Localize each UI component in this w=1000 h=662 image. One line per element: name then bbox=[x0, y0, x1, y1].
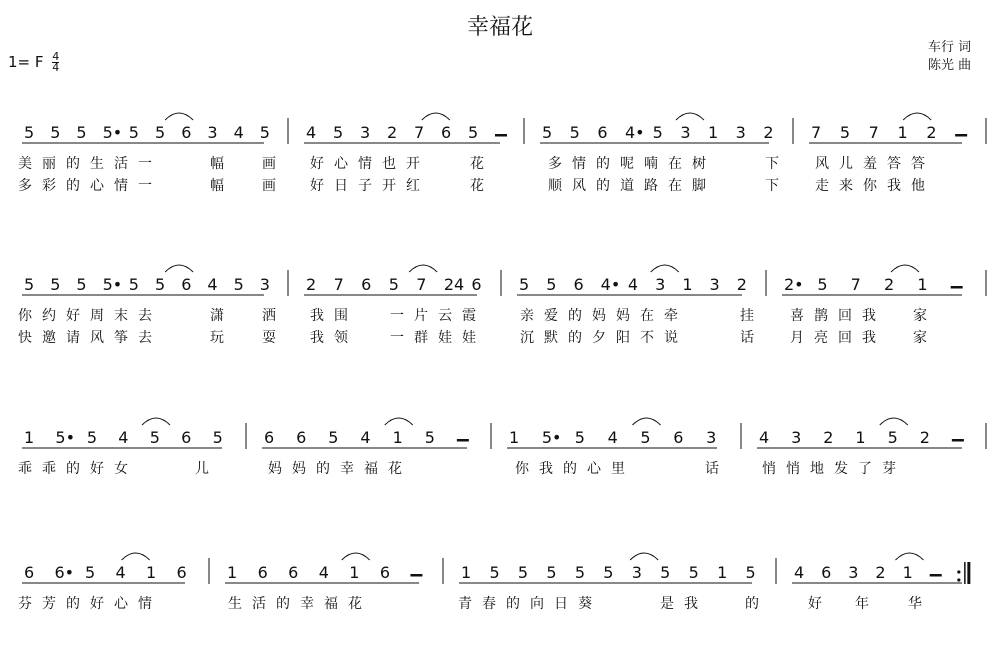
lyric-word: 乖乖的好女 bbox=[18, 461, 138, 477]
lyric-word: 花 bbox=[470, 178, 494, 194]
note: 7 bbox=[416, 275, 427, 294]
note: 5 bbox=[233, 275, 244, 294]
note: 5 bbox=[660, 563, 671, 582]
lyric-word: 潇 bbox=[210, 308, 234, 324]
note: 6 bbox=[441, 123, 452, 142]
note: 5 bbox=[887, 428, 898, 447]
slur-arc bbox=[165, 113, 193, 120]
slur-arc bbox=[122, 553, 150, 560]
note: 3 bbox=[360, 123, 371, 142]
lyric-word: 下 bbox=[765, 178, 789, 194]
note: 3 bbox=[680, 123, 691, 142]
note: 4• bbox=[625, 123, 645, 142]
note: 5 bbox=[24, 123, 35, 142]
note: 5 bbox=[640, 428, 651, 447]
note: 2 bbox=[919, 428, 930, 447]
note: 3 bbox=[709, 275, 720, 294]
note: 6 bbox=[471, 275, 482, 294]
note: 6 bbox=[264, 428, 275, 447]
note: 5 bbox=[817, 275, 828, 294]
note: 2• bbox=[784, 275, 804, 294]
note: 5• bbox=[541, 428, 562, 447]
lyric-word: 青春的向日葵 bbox=[458, 596, 602, 612]
slur-arc bbox=[880, 418, 908, 425]
note: 6 bbox=[361, 275, 372, 294]
lyric-word: 洒 bbox=[262, 308, 286, 324]
slur-arc bbox=[422, 113, 450, 120]
lyric-word: 喜鹊回我 bbox=[790, 308, 886, 324]
composer-credit: 陈光 曲 bbox=[928, 58, 972, 73]
note: 6 bbox=[181, 275, 192, 294]
lyric-word: 画 bbox=[262, 178, 286, 194]
lyricist-credit: 车行 词 bbox=[928, 40, 972, 55]
time-top: 4 bbox=[52, 50, 60, 63]
lyric-word: 玩 bbox=[210, 330, 234, 346]
lyric-word: 芬芳的好心情 bbox=[18, 596, 162, 612]
note: 5 bbox=[149, 428, 160, 447]
note: 5 bbox=[76, 275, 87, 294]
note: 1 bbox=[917, 275, 928, 294]
note: 2 bbox=[884, 275, 895, 294]
note: 6 bbox=[573, 275, 584, 294]
lyric-word: 生活的幸福花 bbox=[228, 596, 372, 612]
lyric-word: 多情的呢喃在树 bbox=[548, 156, 716, 172]
dash-mark bbox=[495, 134, 507, 137]
note: 4 bbox=[115, 563, 126, 582]
note: 5 bbox=[128, 275, 139, 294]
note: 5 bbox=[745, 563, 756, 582]
note: 1 bbox=[461, 563, 472, 582]
note: 7 bbox=[868, 123, 879, 142]
note: 6 bbox=[257, 563, 268, 582]
lyric-word: 你我的心里 bbox=[515, 461, 635, 477]
note: 2 bbox=[875, 563, 886, 582]
note: 5 bbox=[24, 275, 35, 294]
note: 1 bbox=[855, 428, 866, 447]
note: 2 bbox=[736, 275, 747, 294]
lyric-word: 年 bbox=[855, 596, 879, 612]
note: 5 bbox=[542, 123, 553, 142]
note: 4 bbox=[207, 275, 218, 294]
note: 1 bbox=[146, 563, 157, 582]
note: 7 bbox=[850, 275, 861, 294]
note: 5• bbox=[55, 428, 76, 447]
note: 5 bbox=[574, 563, 586, 582]
dash-mark bbox=[955, 134, 967, 137]
note: 3 bbox=[655, 275, 666, 294]
note: 5• bbox=[102, 123, 123, 142]
note: 4 bbox=[360, 428, 371, 447]
note: 1 bbox=[682, 275, 693, 294]
dash-mark bbox=[457, 439, 469, 442]
note: 3 bbox=[848, 563, 859, 582]
note: 5 bbox=[519, 275, 530, 294]
lyric-word: 下 bbox=[765, 156, 789, 172]
lyric-word: 家 bbox=[913, 330, 937, 346]
lyric-word: 儿 bbox=[195, 461, 219, 477]
slur-arc bbox=[651, 265, 679, 272]
lyric-word: 快邀请风筝去 bbox=[18, 330, 162, 346]
dash-mark bbox=[930, 574, 942, 577]
note: 5 bbox=[574, 428, 585, 447]
note: 2 bbox=[387, 123, 398, 142]
note: 6 bbox=[181, 123, 192, 142]
note: 5 bbox=[546, 275, 557, 294]
note: 3 bbox=[791, 428, 802, 447]
slur-arc bbox=[896, 553, 924, 560]
note: 5 bbox=[388, 275, 399, 294]
note: 5 bbox=[50, 123, 61, 142]
note: 6 bbox=[176, 563, 187, 582]
note: 6 bbox=[288, 563, 299, 582]
lyric-word: 好心情也开 bbox=[310, 156, 430, 172]
note: 5 bbox=[603, 563, 614, 582]
lyric-word: 走来你我他 bbox=[815, 178, 935, 194]
note: 4 bbox=[233, 123, 244, 142]
note: 4• bbox=[600, 275, 621, 294]
lyric-word: 悄悄地发了芽 bbox=[762, 461, 906, 477]
note: 3 bbox=[706, 428, 717, 447]
note: 6• bbox=[54, 563, 75, 582]
lyric-word: 话 bbox=[705, 461, 729, 477]
slur-arc bbox=[903, 113, 931, 120]
slur-arc bbox=[385, 418, 413, 425]
lyric-word: 是我 bbox=[660, 596, 708, 612]
lyric-word: 家 bbox=[913, 308, 937, 324]
note: 6 bbox=[673, 428, 684, 447]
note: 4 bbox=[118, 428, 129, 447]
lyric-word: 美丽的生活一 bbox=[18, 156, 162, 172]
lyric-word: 花 bbox=[470, 156, 494, 172]
lyric-word: 挂 bbox=[740, 308, 764, 324]
note: 5 bbox=[546, 563, 557, 582]
note: 7 bbox=[414, 123, 425, 142]
note: 5 bbox=[839, 123, 851, 142]
note: 4 bbox=[627, 275, 639, 294]
song-title: 幸福花 bbox=[466, 15, 533, 40]
slur-arc bbox=[142, 418, 170, 425]
lyric-word: 风儿羞答答 bbox=[815, 156, 935, 172]
note: 5 bbox=[128, 123, 139, 142]
slur-arc bbox=[165, 265, 193, 272]
note: 4 bbox=[318, 563, 329, 582]
note: 3 bbox=[735, 123, 746, 142]
repeat-dot bbox=[957, 578, 960, 581]
note: 5 bbox=[468, 123, 479, 142]
note: 5 bbox=[328, 428, 339, 447]
note: 6 bbox=[296, 428, 307, 447]
lyric-word: 顺风的道路在脚 bbox=[548, 178, 716, 194]
note: 1 bbox=[717, 563, 728, 582]
note: 5 bbox=[489, 563, 500, 582]
note: 3 bbox=[259, 275, 270, 294]
note: 5 bbox=[688, 563, 699, 582]
note: 4 bbox=[794, 563, 805, 582]
lyric-word: 妈妈的幸福花 bbox=[268, 461, 412, 477]
lyric-word: 我围 bbox=[310, 308, 358, 324]
note: 24 bbox=[443, 275, 465, 294]
key-text: 1= F bbox=[8, 53, 44, 71]
slur-arc bbox=[676, 113, 704, 120]
lyric-word: 幅 bbox=[210, 178, 234, 194]
note: 4 bbox=[759, 428, 770, 447]
note: 2 bbox=[306, 275, 317, 294]
note: 1 bbox=[392, 428, 403, 447]
lyric-word: 亲爱的妈妈在牵 bbox=[520, 308, 688, 324]
note: 2 bbox=[926, 123, 937, 142]
note: 5 bbox=[212, 428, 223, 447]
lyric-word: 耍 bbox=[262, 330, 286, 346]
note: 6 bbox=[181, 428, 192, 447]
note: 2 bbox=[823, 428, 834, 447]
lyric-word: 好日子开红 bbox=[310, 178, 430, 194]
lyric-word: 多彩的心情一 bbox=[18, 178, 162, 194]
note: 3 bbox=[207, 123, 218, 142]
dash-mark bbox=[951, 286, 963, 289]
lyric-word: 画 bbox=[262, 156, 286, 172]
note: 5 bbox=[86, 428, 98, 447]
lyric-word: 我领 bbox=[310, 330, 358, 346]
note: 5 bbox=[333, 123, 344, 142]
note: 5 bbox=[50, 275, 61, 294]
note: 7 bbox=[333, 275, 344, 294]
note: 6 bbox=[597, 123, 608, 142]
note: 5 bbox=[259, 123, 270, 142]
lyric-word: 华 bbox=[908, 596, 932, 612]
note: 4 bbox=[607, 428, 618, 447]
lyric-word: 话 bbox=[740, 330, 764, 346]
note: 6 bbox=[24, 563, 35, 582]
note: 1 bbox=[227, 563, 238, 582]
note: 5 bbox=[569, 123, 580, 142]
slur-arc bbox=[633, 418, 661, 425]
lyric-word: 的 bbox=[745, 596, 769, 612]
note: 1 bbox=[708, 123, 719, 142]
note: 2 bbox=[763, 123, 774, 142]
note: 3 bbox=[631, 563, 642, 582]
lyric-word: 好 bbox=[808, 596, 832, 612]
lyric-word: 一群娃娃 bbox=[390, 330, 486, 346]
note: 1 bbox=[509, 428, 520, 447]
note: 7 bbox=[811, 123, 822, 142]
lyric-word: 幅 bbox=[210, 156, 234, 172]
note: 5 bbox=[517, 563, 529, 582]
note: 5• bbox=[102, 275, 123, 294]
slur-arc bbox=[630, 553, 658, 560]
note: 6 bbox=[379, 563, 391, 582]
note: 1 bbox=[902, 563, 913, 582]
dash-mark bbox=[952, 439, 964, 442]
repeat-dot bbox=[957, 570, 960, 573]
note: 1 bbox=[24, 428, 35, 447]
note: 4 bbox=[306, 123, 317, 142]
note: 5 bbox=[424, 428, 435, 447]
slur-arc bbox=[891, 265, 919, 272]
lyric-word: 月亮回我 bbox=[790, 330, 886, 346]
note: 6 bbox=[821, 563, 832, 582]
slur-arc bbox=[409, 265, 437, 272]
note: 5 bbox=[155, 275, 166, 294]
note: 5 bbox=[652, 123, 663, 142]
lyric-word: 一片云霞 bbox=[390, 308, 486, 324]
note: 5 bbox=[85, 563, 96, 582]
note: 5 bbox=[76, 123, 87, 142]
lyric-word: 你约好周末去 bbox=[18, 308, 162, 324]
note: 1 bbox=[349, 563, 360, 582]
note: 1 bbox=[897, 123, 908, 142]
dash-mark bbox=[410, 574, 422, 577]
time-bottom: 4 bbox=[52, 61, 60, 74]
lyric-word: 沉默的夕阳不说 bbox=[520, 330, 688, 346]
slur-arc bbox=[342, 553, 370, 560]
note: 5 bbox=[155, 123, 166, 142]
